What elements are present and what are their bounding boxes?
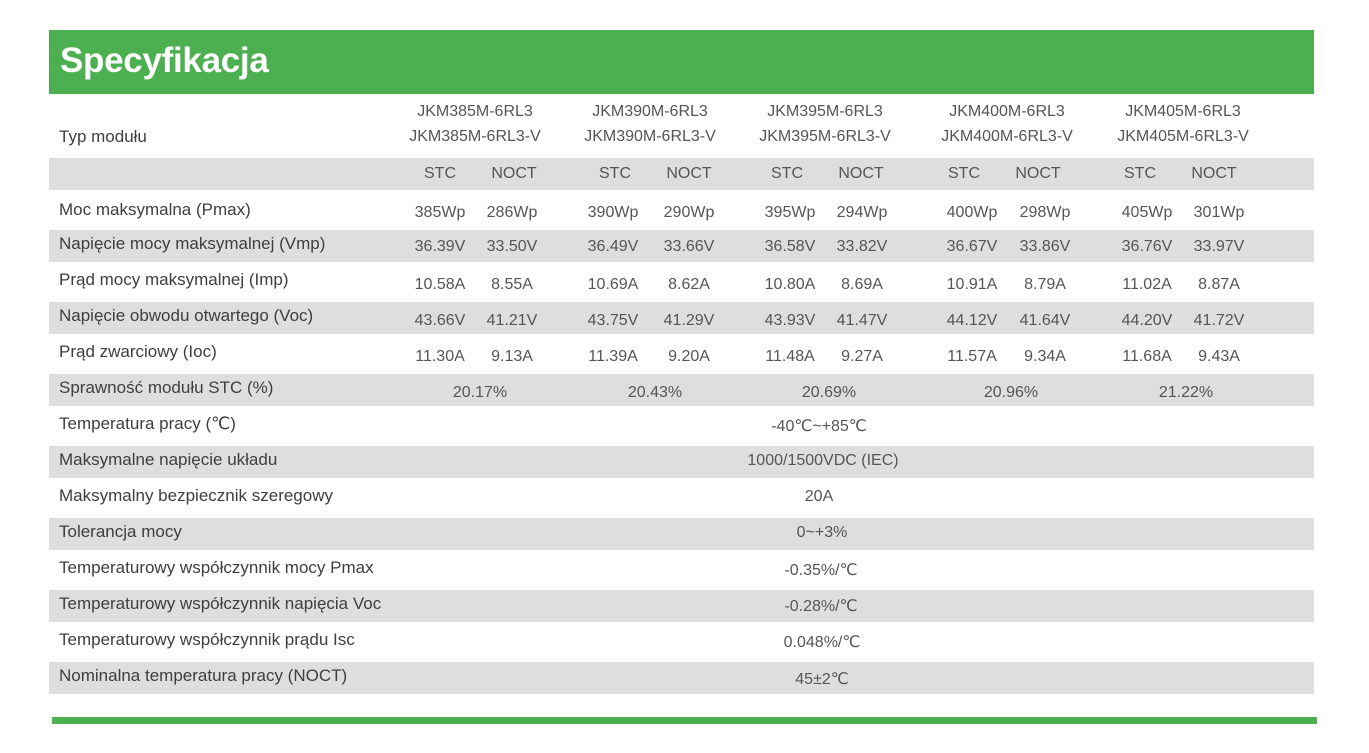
value-noct: 41.72V (1193, 312, 1245, 329)
value-noct: 9.27A (841, 348, 883, 365)
value-stc: 44.20V (1121, 312, 1173, 329)
row-label: Prąd zwarciowy (Ioc) (59, 342, 217, 361)
value-noct: 33.82V (836, 238, 888, 255)
common-value: 0~+3% (796, 524, 848, 541)
value-stc: 10.69A (587, 276, 639, 293)
value-noct: 33.86V (1019, 238, 1071, 255)
table-row-imp (49, 262, 1314, 302)
value-stc: 10.91A (946, 276, 998, 293)
condition-stc: STC (1124, 165, 1156, 182)
row-label: Prąd mocy maksymalnej (Imp) (59, 270, 289, 289)
value-stc: 11.02A (1122, 276, 1172, 293)
common-value: 0.048%/℃ (783, 634, 861, 651)
model-name-2-variant: JKM390M-6RL3-V (584, 128, 716, 145)
common-value: -0.28%/℃ (784, 598, 858, 615)
table-row-temp-coeff-pmax (49, 550, 1314, 590)
condition-stc: STC (424, 165, 456, 182)
value-stc: 385Wp (414, 204, 466, 221)
condition-stc: STC (599, 165, 631, 182)
value-noct: 8.62A (668, 276, 710, 293)
value-stc: 36.76V (1121, 238, 1173, 255)
condition-noct: NOCT (666, 165, 712, 182)
spec-table (49, 94, 1314, 694)
value-noct: 9.34A (1024, 348, 1066, 365)
table-row-voc (49, 302, 1314, 334)
value-stc: 10.80A (764, 276, 816, 293)
table-row-temp-coeff-isc (49, 622, 1314, 662)
model-name-5-variant: JKM405M-6RL3-V (1117, 128, 1249, 145)
value-noct: 9.13A (491, 348, 533, 365)
model-name-1: JKM385M-6RL3 (417, 103, 533, 120)
condition-noct: NOCT (491, 165, 537, 182)
value-stc: 405Wp (1121, 204, 1173, 221)
value-noct: 9.43A (1198, 348, 1240, 365)
model-name-4: JKM400M-6RL3 (949, 103, 1065, 120)
model-name-1-variant: JKM385M-6RL3-V (409, 128, 541, 145)
value-stc: 36.49V (587, 238, 639, 255)
table-row-vmp (49, 230, 1314, 262)
table-row-max-voltage (49, 446, 1314, 478)
value-stc: 36.67V (946, 238, 998, 255)
value-noct: 298Wp (1019, 204, 1071, 221)
common-value: 45±2℃ (795, 671, 849, 688)
table-row-power-tolerance (49, 518, 1314, 550)
module-type-label: Typ modułu (59, 127, 147, 146)
header-bar (49, 30, 1314, 94)
value-stc: 11.68A (1122, 348, 1172, 365)
value-noct: 8.55A (491, 276, 533, 293)
model-name-3: JKM395M-6RL3 (767, 103, 883, 120)
efficiency-value: 20.43% (627, 384, 683, 401)
condition-noct: NOCT (838, 165, 884, 182)
value-stc: 36.39V (414, 238, 466, 255)
efficiency-value: 20.69% (801, 384, 857, 401)
table-row-pmax (49, 190, 1314, 230)
row-label: Temperaturowy współczynnik prądu Isc (59, 630, 355, 649)
page-title: Specyfikacja (60, 41, 269, 80)
value-stc: 11.39A (588, 348, 638, 365)
model-header-row (49, 94, 1314, 158)
condition-stc: STC (771, 165, 803, 182)
row-label: Temperaturowy współczynnik napięcia Voc (59, 594, 382, 613)
efficiency-value: 20.17% (452, 384, 508, 401)
value-noct: 286Wp (486, 204, 538, 221)
table-row-efficiency (49, 374, 1314, 406)
value-noct: 9.20A (668, 348, 710, 365)
row-label: Temperaturowy współczynnik mocy Pmax (59, 558, 374, 577)
common-value: -0.35%/℃ (784, 562, 858, 579)
row-label: Moc maksymalna (Pmax) (59, 200, 251, 219)
table-row-max-fuse (49, 478, 1314, 518)
table-row-noct (49, 662, 1314, 694)
model-name-3-variant: JKM395M-6RL3-V (759, 128, 891, 145)
value-noct: 41.64V (1019, 312, 1071, 329)
common-value: 1000/1500VDC (IEC) (747, 452, 899, 469)
row-label: Napięcie obwodu otwartego (Voc) (59, 306, 314, 325)
value-stc: 43.66V (414, 312, 466, 329)
row-label: Napięcie mocy maksymalnej (Vmp) (59, 234, 326, 253)
value-noct: 41.29V (663, 312, 715, 329)
common-value: -40℃~+85℃ (771, 418, 867, 435)
value-noct: 33.50V (486, 238, 538, 255)
value-noct: 301Wp (1193, 204, 1245, 221)
value-noct: 41.47V (836, 312, 888, 329)
value-noct: 294Wp (836, 204, 888, 221)
condition-noct: NOCT (1015, 165, 1061, 182)
model-name-4-variant: JKM400M-6RL3-V (941, 128, 1073, 145)
value-stc: 36.58V (764, 238, 816, 255)
value-noct: 33.97V (1193, 238, 1245, 255)
efficiency-value: 20.96% (983, 384, 1039, 401)
value-stc: 395Wp (764, 204, 816, 221)
row-label: Tolerancja mocy (59, 522, 182, 541)
value-noct: 8.69A (841, 276, 883, 293)
table-row-operating-temp (49, 406, 1314, 446)
value-noct: 41.21V (486, 312, 538, 329)
value-stc: 11.48A (765, 348, 815, 365)
value-stc: 11.30A (415, 348, 465, 365)
condition-header-row (49, 158, 1314, 190)
footer-divider (52, 717, 1317, 724)
condition-stc: STC (948, 165, 980, 182)
value-stc: 43.93V (764, 312, 816, 329)
table-row-ioc (49, 334, 1314, 374)
model-name-5: JKM405M-6RL3 (1125, 103, 1241, 120)
row-label: Maksymalne napięcie układu (59, 450, 278, 469)
row-label: Temperatura pracy (℃) (59, 414, 236, 433)
efficiency-value: 21.22% (1158, 384, 1214, 401)
row-label: Nominalna temperatura pracy (NOCT) (59, 666, 348, 685)
value-stc: 44.12V (946, 312, 998, 329)
value-noct: 290Wp (663, 204, 715, 221)
value-stc: 390Wp (587, 204, 639, 221)
value-stc: 10.58A (414, 276, 466, 293)
value-noct: 8.87A (1198, 276, 1240, 293)
condition-noct: NOCT (1191, 165, 1237, 182)
value-stc: 11.57A (947, 348, 997, 365)
value-noct: 33.66V (663, 238, 715, 255)
common-value: 20A (804, 488, 834, 505)
row-label: Sprawność modułu STC (%) (59, 378, 274, 397)
value-stc: 43.75V (587, 312, 639, 329)
value-noct: 8.79A (1024, 276, 1066, 293)
row-label: Maksymalny bezpiecznik szeregowy (59, 486, 333, 505)
table-row-temp-coeff-voc (49, 590, 1314, 622)
model-name-2: JKM390M-6RL3 (592, 103, 708, 120)
value-stc: 400Wp (946, 204, 998, 221)
